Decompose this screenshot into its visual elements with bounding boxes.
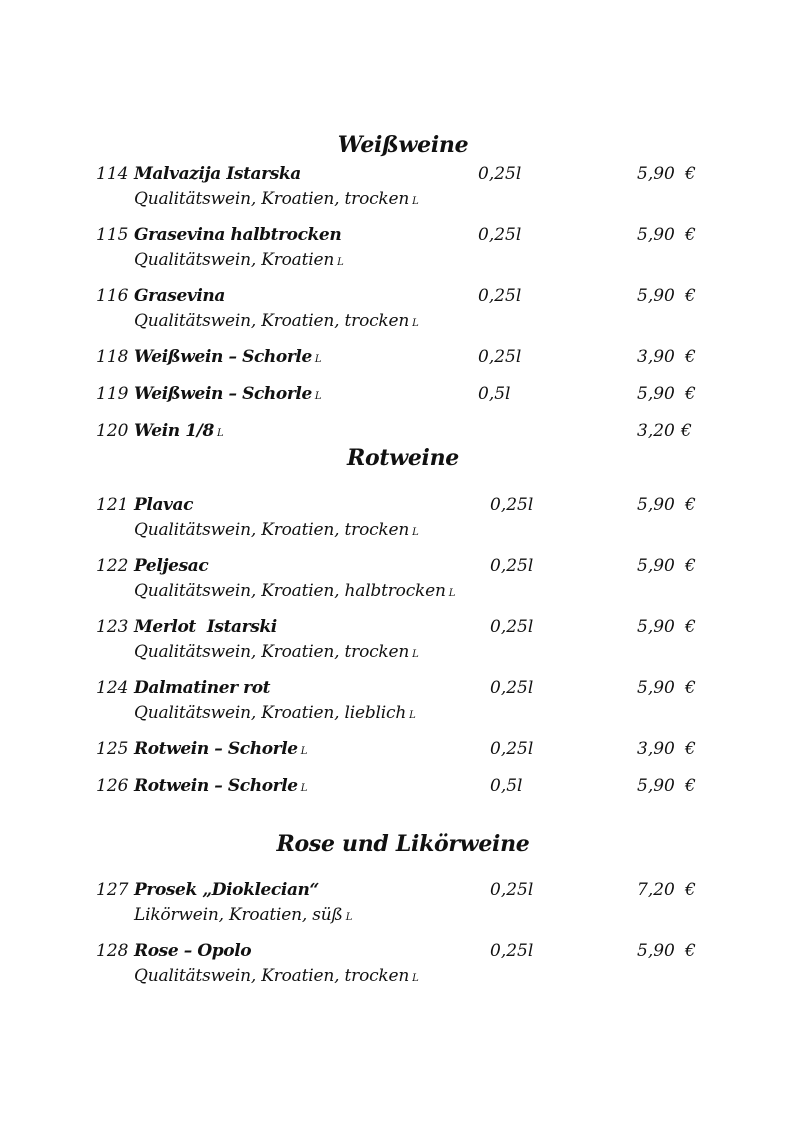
section-title-rose-likoerweine: Rose und Likörweine bbox=[276, 831, 530, 857]
item-currency: € bbox=[681, 421, 692, 441]
item-number: 124 bbox=[96, 678, 129, 698]
item-currency: € bbox=[685, 286, 696, 306]
item-currency: € bbox=[685, 164, 696, 184]
item-currency: € bbox=[685, 617, 696, 637]
item-name: Grasevina bbox=[134, 286, 225, 306]
item-name: Plavac bbox=[134, 495, 194, 515]
item-description: Qualitätswein, Kroatien, halbtrocken L bbox=[134, 581, 456, 601]
item-price: 5,90 bbox=[637, 225, 675, 245]
item-name: Peljesac bbox=[134, 556, 209, 576]
item-name: Prosek „Dioklecian“ bbox=[134, 880, 319, 900]
item-price: 5,90 bbox=[637, 678, 675, 698]
item-description: Qualitätswein, Kroatien L bbox=[134, 250, 344, 270]
item-price: 3,90 bbox=[637, 739, 675, 759]
item-volume: 0,5l bbox=[490, 776, 523, 796]
item-number: 116 bbox=[96, 286, 129, 306]
menu-item bbox=[0, 495, 806, 555]
menu-item bbox=[0, 678, 806, 738]
menu-item bbox=[0, 941, 806, 1001]
item-name: Weißwein – Schorle L bbox=[134, 384, 322, 404]
item-price: 5,90 bbox=[637, 776, 675, 796]
item-description: Qualitätswein, Kroatien, trocken L bbox=[134, 520, 419, 540]
item-number: 119 bbox=[96, 384, 129, 404]
menu-item bbox=[0, 225, 806, 285]
item-description: Qualitätswein, Kroatien, trocken L bbox=[134, 311, 419, 331]
item-volume: 0,25l bbox=[478, 286, 522, 306]
item-description: Qualitätswein, Kroatien, trocken L bbox=[134, 642, 419, 662]
item-volume: 0,25l bbox=[490, 617, 534, 637]
item-volume: 0,25l bbox=[478, 347, 522, 367]
item-name: Dalmatiner rot bbox=[134, 678, 271, 698]
item-price: 5,90 bbox=[637, 495, 675, 515]
item-price: 5,90 bbox=[637, 556, 675, 576]
item-currency: € bbox=[685, 678, 696, 698]
menu-item bbox=[0, 556, 806, 616]
item-currency: € bbox=[685, 739, 696, 759]
item-price: 5,90 bbox=[637, 164, 675, 184]
item-currency: € bbox=[685, 225, 696, 245]
item-price: 3,90 bbox=[637, 347, 675, 367]
item-number: 114 bbox=[96, 164, 129, 184]
item-number: 125 bbox=[96, 739, 129, 759]
menu-item bbox=[0, 286, 806, 346]
item-price: 7,20 bbox=[637, 880, 675, 900]
item-name: Rose – Opolo bbox=[134, 941, 252, 961]
item-number: 120 bbox=[96, 421, 129, 441]
item-currency: € bbox=[685, 776, 696, 796]
item-volume: 0,25l bbox=[490, 941, 534, 961]
item-number: 128 bbox=[96, 941, 129, 961]
item-number: 115 bbox=[96, 225, 129, 245]
item-name: Wein 1/8 L bbox=[134, 421, 224, 441]
item-name: Grasevina halbtrocken bbox=[134, 225, 342, 245]
menu-item bbox=[0, 776, 806, 836]
item-volume: 0,25l bbox=[490, 880, 534, 900]
item-number: 127 bbox=[96, 880, 129, 900]
item-number: 118 bbox=[96, 347, 129, 367]
section-title-weissweine: Weißweine bbox=[337, 132, 469, 158]
item-number: 122 bbox=[96, 556, 129, 576]
item-price: 5,90 bbox=[637, 384, 675, 404]
menu-item bbox=[0, 617, 806, 677]
item-number: 123 bbox=[96, 617, 129, 637]
item-price: 5,90 bbox=[637, 286, 675, 306]
item-currency: € bbox=[685, 880, 696, 900]
menu-item bbox=[0, 880, 806, 940]
item-currency: € bbox=[685, 556, 696, 576]
item-description: Qualitätswein, Kroatien, trocken L bbox=[134, 966, 419, 986]
item-number: 121 bbox=[96, 495, 129, 515]
item-volume: 0,25l bbox=[478, 225, 522, 245]
section-title-rotweine: Rotweine bbox=[346, 445, 459, 471]
item-name: Malvazija Istarska bbox=[134, 164, 301, 184]
item-volume: 0,25l bbox=[490, 556, 534, 576]
item-price: 5,90 bbox=[637, 617, 675, 637]
item-description: Likörwein, Kroatien, süß L bbox=[134, 905, 353, 925]
item-price: 3,20 bbox=[637, 421, 675, 441]
item-name: Rotwein – Schorle L bbox=[134, 776, 307, 796]
item-price: 5,90 bbox=[637, 941, 675, 961]
item-name: Weißwein – Schorle L bbox=[134, 347, 322, 367]
item-volume: 0,5l bbox=[478, 384, 511, 404]
menu-item bbox=[0, 164, 806, 224]
item-number: 126 bbox=[96, 776, 129, 796]
item-volume: 0,25l bbox=[478, 164, 522, 184]
item-volume: 0,25l bbox=[490, 495, 534, 515]
item-name: Merlot Istarski bbox=[134, 617, 277, 637]
item-currency: € bbox=[685, 941, 696, 961]
item-volume: 0,25l bbox=[490, 739, 534, 759]
item-volume: 0,25l bbox=[490, 678, 534, 698]
item-description: Qualitätswein, Kroatien, lieblich L bbox=[134, 703, 416, 723]
item-description: Qualitätswein, Kroatien, trocken L bbox=[134, 189, 419, 209]
item-name: Rotwein – Schorle L bbox=[134, 739, 307, 759]
item-currency: € bbox=[685, 347, 696, 367]
item-currency: € bbox=[685, 495, 696, 515]
item-currency: € bbox=[685, 384, 696, 404]
